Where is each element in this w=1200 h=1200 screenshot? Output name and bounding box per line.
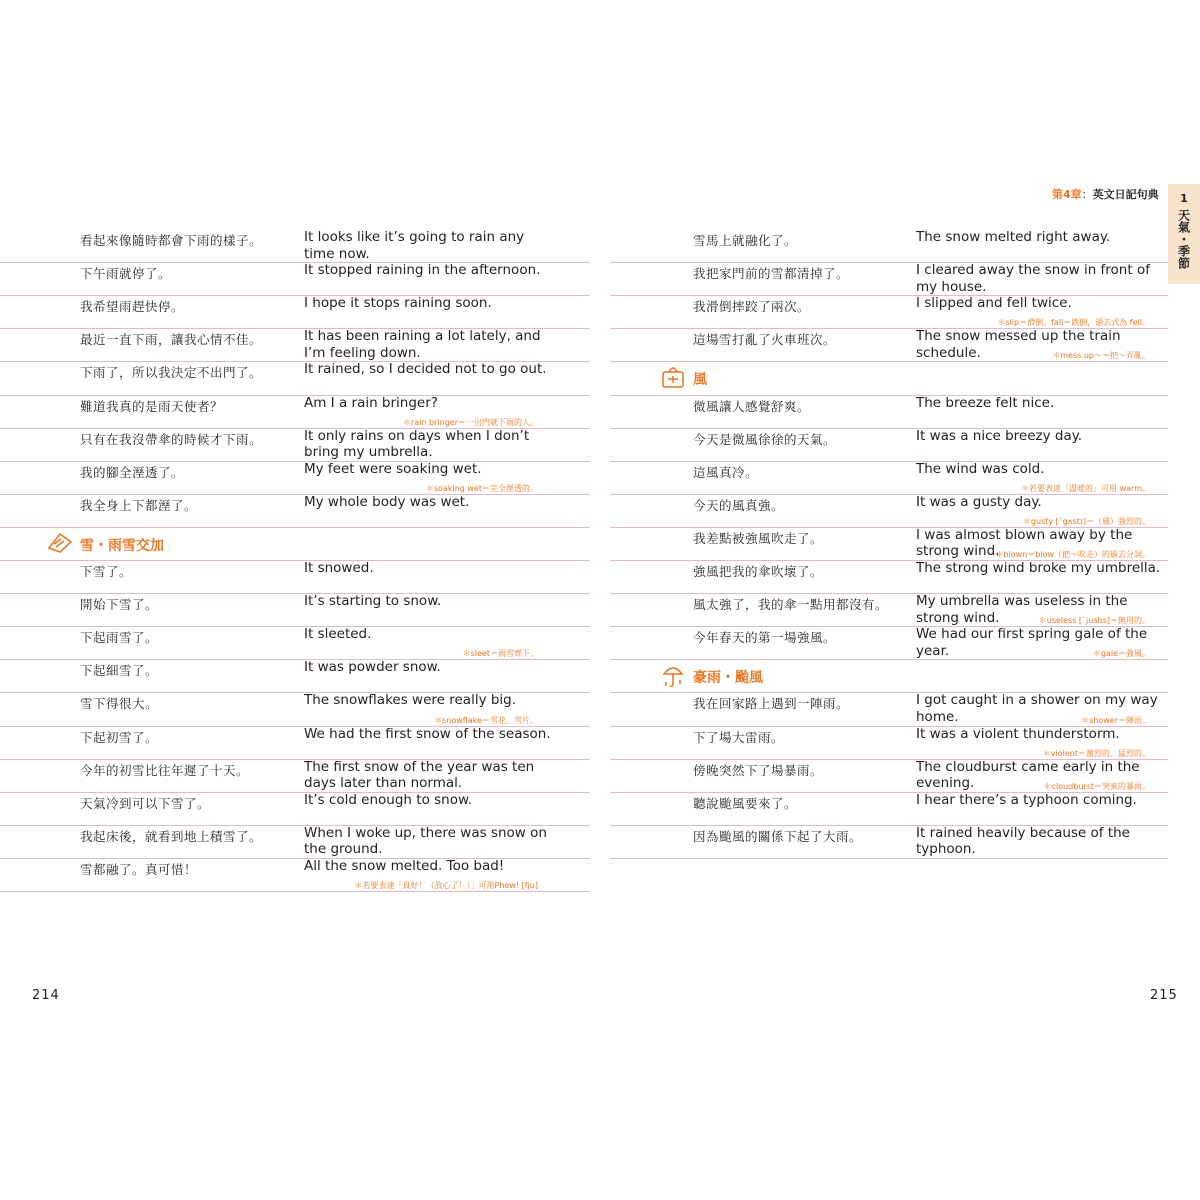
phrase-chinese: 我希望雨趕快停。 — [80, 299, 185, 315]
phrase-chinese: 今天是微風徐徐的天氣。 — [693, 431, 837, 447]
phrase-chinese: 今天的風真強。 — [693, 497, 785, 513]
row-rule — [610, 494, 1168, 495]
section-heading: 雪・雨雪交加 — [80, 537, 164, 554]
phrase-english: I cleared away the snow in front of my house. — [916, 262, 1150, 295]
phrase-chinese: 下起雨雪了。 — [80, 630, 159, 646]
phrase-english: Am I a rain bringer? — [304, 394, 438, 411]
phrase-english: We had the first snow of the season. — [304, 725, 551, 742]
phrase-chinese: 我把家門前的雪都清掉了。 — [693, 266, 850, 282]
phrase-english: I was almost blown away by the strong wind. — [916, 526, 1133, 560]
row-rule — [610, 461, 1168, 462]
phrase-chinese: 我起床後，就看到地上積雪了。 — [80, 828, 263, 844]
phrase-english: It looks like it’s going to rain any time now. — [304, 229, 525, 262]
vocab-note: ＊violent＝激烈的、猛烈的。 — [1042, 748, 1150, 758]
vocab-note: ＊cloudburst＝突來的暴雨。 — [1043, 781, 1150, 791]
phrase-english: The snow melted right away. — [916, 229, 1111, 245]
row-rule — [0, 792, 590, 793]
phrase-english: It was a nice breezy day. — [916, 427, 1083, 444]
phrase-english: It rained, so I decided not to go out. — [304, 361, 547, 378]
phrase-english: I slipped and fell twice. — [916, 295, 1072, 312]
vocab-note: ＊snowflake＝雪花、雪片。 — [434, 715, 538, 725]
phrase-chinese: 只有在我沒帶傘的時候才下雨。 — [80, 431, 263, 447]
phrase-english: It was a gusty day. — [916, 493, 1042, 510]
section-heading: 豪雨・颱風 — [693, 670, 763, 687]
row-rule — [0, 494, 590, 495]
phrase-english: When I woke up, there was snow on the ground. — [304, 824, 547, 858]
chapter-header — [1052, 186, 1159, 202]
phrase-english: It stopped raining in the afternoon. — [304, 262, 541, 279]
phrase-chinese: 我在回家路上遇到一陣雨。 — [693, 696, 850, 712]
row-rule — [610, 428, 1168, 429]
phrase-chinese: 傍晚突然下了場暴雨。 — [693, 762, 824, 778]
section-heading: 風 — [693, 372, 707, 389]
phrase-chinese: 雪都融了。真可惜！ — [80, 861, 198, 877]
phrase-chinese: 今年春天的第一場強風。 — [693, 630, 837, 646]
phrase-chinese: 因為颱風的關係下起了大雨。 — [693, 828, 863, 844]
side-tab-number: 1 — [1180, 192, 1188, 205]
phrase-chinese: 下午雨就停了。 — [80, 266, 172, 282]
phrase-english: The strong wind broke my umbrella. — [916, 560, 1161, 576]
row-rule — [610, 361, 1168, 362]
vocab-note: ＊rain bringer＝一出門就下雨的人。 — [403, 417, 538, 427]
vocab-note: ＊gusty [ˋgʌstɪ]＝（風）強烈的。 — [1022, 516, 1150, 526]
phrase-chinese: 風太強了，我的傘一點用都沒有。 — [693, 597, 889, 613]
snow-icon — [46, 530, 74, 558]
phrase-english: It snowed. — [304, 560, 374, 576]
row-rule — [610, 295, 1168, 296]
phrase-chinese: 我滑倒摔跤了兩次。 — [693, 299, 811, 315]
side-tab — [1168, 184, 1200, 284]
chapter-title: 英文日記句典 — [1092, 188, 1159, 201]
phrase-chinese: 我的腳全溼透了。 — [80, 464, 185, 480]
header-separator: ： — [1081, 188, 1093, 201]
phrase-chinese: 下雪了。 — [80, 564, 133, 579]
phrase-english: We had our first spring gale of the year. — [916, 626, 1148, 659]
phrase-chinese: 這風真冷。 — [693, 464, 759, 480]
row-rule — [0, 395, 590, 396]
phrase-english: It was powder snow. — [304, 659, 441, 676]
phrase-chinese: 難道我真的是雨天使者？ — [80, 398, 224, 414]
row-rule — [0, 626, 590, 627]
vocab-note: ＊mess up～＝把～弄亂。 — [1052, 351, 1150, 361]
row-rule — [610, 395, 1168, 396]
phrase-english: It’s cold enough to snow. — [304, 791, 473, 808]
phrase-english: My feet were soaking wet. — [304, 460, 482, 477]
phrase-chinese: 聽說颱風要來了。 — [693, 795, 798, 811]
phrase-chinese: 今年的初雪比往年遲了十天。 — [80, 762, 250, 778]
phrase-chinese: 下雨了，所以我決定不出門了。 — [80, 365, 263, 381]
phrase-chinese: 看起來像隨時都會下雨的樣子。 — [80, 233, 263, 248]
row-rule — [0, 659, 590, 660]
vocab-note: ＊shower＝陣雨。 — [1081, 715, 1150, 725]
vocab-note: ＊soaking wet＝完全溼透的。 — [425, 483, 538, 493]
phrase-chinese: 我差點被強風吹走了。 — [693, 530, 824, 546]
phrase-chinese: 最近一直下雨，讓我心情不佳。 — [80, 332, 263, 348]
row-rule — [0, 560, 590, 561]
phrase-english: I hope it stops raining soon. — [304, 295, 492, 312]
phrase-english: I hear there’s a typhoon coming. — [916, 791, 1137, 808]
phrase-english: The first snow of the year was ten days later than normal. — [304, 758, 535, 792]
phrase-english: It sleeted. — [304, 626, 372, 643]
row-rule — [610, 659, 1168, 660]
phrase-chinese: 雪馬上就融化了。 — [693, 233, 798, 248]
vocab-note: ＊blown＝blow（把～吹走）的過去分詞。 — [995, 550, 1150, 559]
phrase-chinese: 微風讓人感覺舒爽。 — [693, 398, 811, 414]
phrase-english: It only rains on days when I don’t bring my umbrella. — [304, 427, 530, 461]
phrase-english: I got caught in a shower on my way home. — [916, 692, 1158, 725]
vocab-note: ＊sleet＝雨雪齊下。 — [462, 649, 538, 659]
page-number-right: 215 — [1150, 988, 1178, 1003]
row-rule — [0, 891, 590, 892]
umbrella-icon — [660, 662, 686, 694]
phrase-english: My whole body was wet. — [304, 493, 470, 510]
vocab-note: ＊slip＝滑倒。fall＝跌倒，過去式為 fell。 — [997, 318, 1150, 328]
phrase-english: It was a violent thunderstorm. — [916, 725, 1120, 742]
phrase-english: The wind was cold. — [916, 460, 1045, 477]
wind-icon — [660, 364, 686, 394]
phrase-chinese: 雪下得很大。 — [80, 696, 159, 712]
phrase-english: My umbrella was useless in the strong wind. — [916, 593, 1128, 626]
phrase-english: It’s starting to snow. — [304, 593, 442, 610]
page-number-left: 214 — [32, 988, 60, 1003]
phrase-english: It has been raining a lot lately, and I’m feeling down. — [304, 328, 541, 361]
row-rule — [610, 858, 1168, 859]
phrase-chinese: 這場雪打亂了火車班次。 — [693, 332, 837, 348]
row-rule — [0, 461, 590, 462]
phrase-english: All the snow melted. Too bad! — [304, 857, 505, 874]
phrase-chinese: 我全身上下都溼了。 — [80, 497, 198, 513]
vocab-note: ＊若要表達「溫暖的」可用 warm。 — [1021, 483, 1150, 493]
chapter-number: 第4章 — [1052, 188, 1082, 201]
phrase-english: The snowflakes were really big. — [304, 692, 517, 709]
right-page — [600, 0, 1200, 1200]
phrase-chinese: 下了場大雷雨。 — [693, 729, 785, 745]
phrase-chinese: 下起初雪了。 — [80, 729, 159, 745]
phrase-chinese: 強風把我的傘吹壞了。 — [693, 564, 824, 579]
row-rule — [0, 593, 590, 594]
phrase-chinese: 天氣冷到可以下雪了。 — [80, 795, 211, 811]
phrase-english: The cloudburst came early in the evening. — [916, 758, 1140, 792]
row-rule — [0, 295, 590, 296]
phrase-chinese: 開始下雪了。 — [80, 597, 159, 613]
phrase-english: The snow messed up the train schedule. — [916, 328, 1121, 361]
phrase-chinese: 下起細雪了。 — [80, 663, 159, 679]
phrase-english: The breeze felt nice. — [916, 394, 1055, 411]
row-rule — [0, 527, 590, 528]
vocab-note: ＊useless [ˋjuslɪs]＝無用的。 — [1038, 616, 1150, 626]
phrase-english: It rained heavily because of the typhoon. — [916, 824, 1130, 858]
side-tab-label: 天氣・季節 — [1176, 209, 1191, 269]
vocab-note: ＊若要表達「真好！（放心了！）」可用Phew! [fju] — [354, 881, 538, 890]
vocab-note: ＊gale＝強風。 — [1092, 649, 1150, 659]
